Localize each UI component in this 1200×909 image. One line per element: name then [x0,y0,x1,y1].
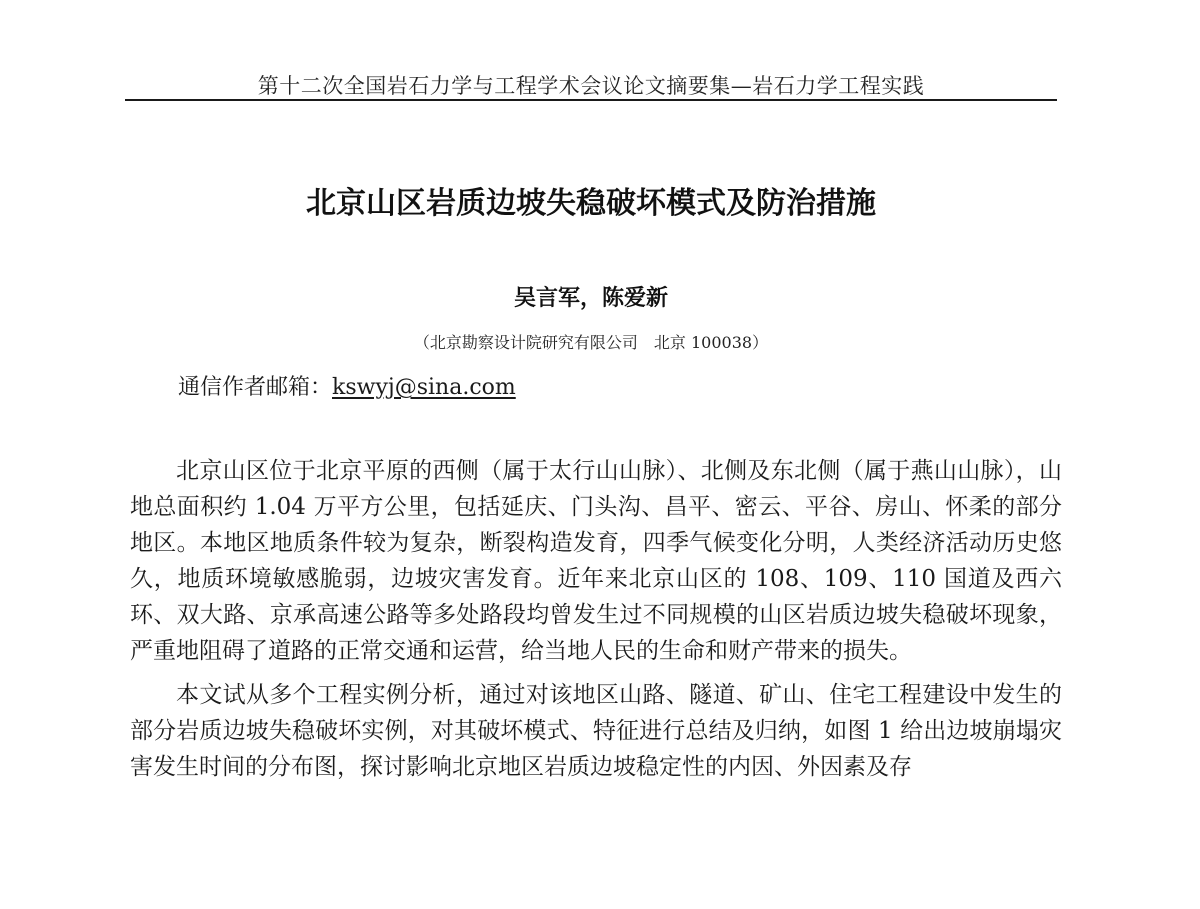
running-header: 第十二次全国岩石力学与工程学术会议论文摘要集—岩石力学工程实践 [257,74,925,98]
contact-line [178,370,516,401]
contact-email-link[interactable]: kswyj@sina.com [332,375,516,400]
affiliation: （北京勘察设计院研究有限公司 北京 100038） [413,333,769,352]
contact-label: 通信作者邮箱： [178,375,333,400]
paper-title: 北京山区岩质边坡失稳破坏模式及防治措施 [306,186,876,221]
authors: 吴言军，陈爱新 [513,286,668,311]
body-text [130,453,1062,793]
body-paragraph: 北京山区位于北京平原的西侧（属于太行山山脉）、北侧及东北侧（属于燕山山脉），山地总面积约 1.04 万平方公里，包括延庆、门头沟、昌平、密云、平谷、房山、怀柔的部分地区。本地区地质条件较为复杂，断裂构造发育，四季气候变化分明，人类经济活动历史悠久，地质环境敏感脆弱，边坡灾害发育。近年来北京山区的 108、109、110 国道及西六环、双大路、京承高速公路等多处路段均曾发生过不同规模的山区岩质边坡失稳破坏现象，严重地阻碍了道路的正常交通和运营，给当地人民的生命和财产带来的损失。 [130,458,1062,664]
body-paragraph: 本文试从多个工程实例分析，通过对该地区山路、隧道、矿山、住宅工程建设中发生的部分岩质边坡失稳破坏实例，对其破坏模式、特征进行总结及归纳，如图 1 给出边坡崩塌灾害发生时间的分布图，探讨影响北京地区岩质边坡稳定性的内因、外因素及存 [130,682,1062,780]
header-rule [125,99,1057,101]
